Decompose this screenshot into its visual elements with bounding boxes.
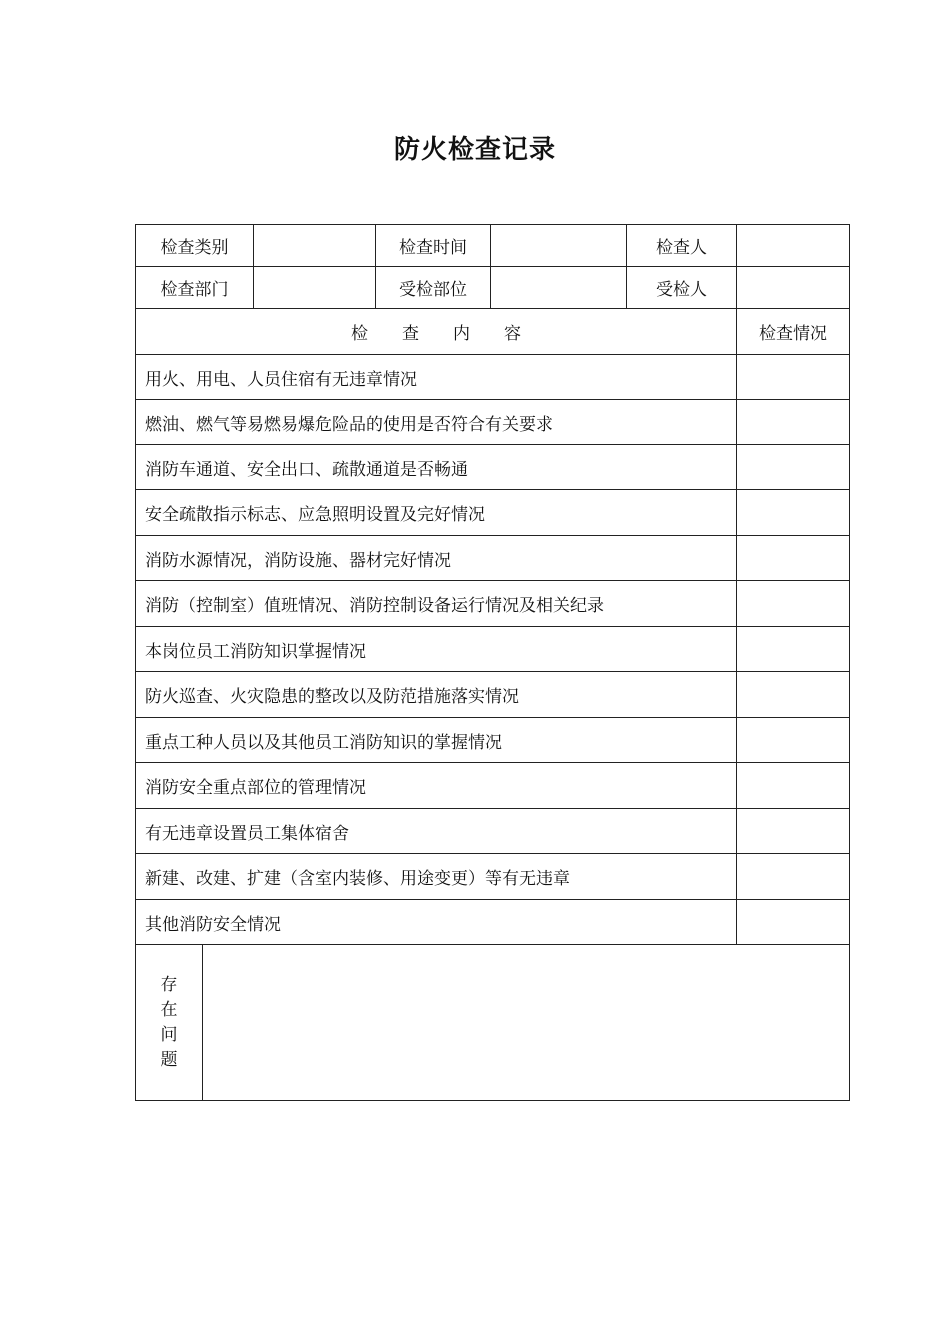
header-row-1 xyxy=(136,225,850,267)
content-column-header: 检 查 内 容 xyxy=(136,309,737,355)
check-item-status-field[interactable] xyxy=(737,854,850,900)
check-item-text: 防火巡查、火灾隐患的整改以及防范措施落实情况 xyxy=(136,672,737,718)
issues-label-char: 存 xyxy=(160,974,178,995)
table-row xyxy=(136,490,850,536)
table-row xyxy=(136,355,850,400)
table-row xyxy=(136,581,850,627)
check-item-status-field[interactable] xyxy=(737,718,850,763)
check-item-text: 其他消防安全情况 xyxy=(136,900,737,945)
inspection-department-label: 检查部门 xyxy=(136,267,254,309)
table-row xyxy=(136,400,850,445)
table-row xyxy=(136,763,850,809)
table-row xyxy=(136,445,850,490)
check-item-text: 消防车通道、安全出口、疏散通道是否畅通 xyxy=(136,445,737,490)
table-row xyxy=(136,672,850,718)
table-row xyxy=(136,854,850,900)
inspection-time-field[interactable] xyxy=(491,225,627,267)
table-row xyxy=(136,718,850,763)
check-item-text: 用火、用电、人员住宿有无违章情况 xyxy=(136,355,737,400)
check-item-text: 消防水源情况，消防设施、器材完好情况 xyxy=(136,536,737,581)
issues-row xyxy=(136,945,850,1101)
check-item-text: 消防（控制室）值班情况、消防控制设备运行情况及相关纪录 xyxy=(136,581,737,627)
check-item-text: 重点工种人员以及其他员工消防知识的掌握情况 xyxy=(136,718,737,763)
check-item-text: 燃油、燃气等易燃易爆危险品的使用是否符合有关要求 xyxy=(136,400,737,445)
check-item-text: 消防安全重点部位的管理情况 xyxy=(136,763,737,809)
check-item-status-field[interactable] xyxy=(737,672,850,718)
header-row-2 xyxy=(136,267,850,309)
check-item-text: 新建、改建、扩建（含室内装修、用途变更）等有无违章 xyxy=(136,854,737,900)
check-item-status-field[interactable] xyxy=(737,490,850,536)
inspected-area-label: 受检部位 xyxy=(376,267,491,309)
table-row xyxy=(136,627,850,672)
check-item-text: 安全疏散指示标志、应急照明设置及完好情况 xyxy=(136,490,737,536)
check-item-status-field[interactable] xyxy=(737,536,850,581)
inspection-form-table xyxy=(135,224,850,1101)
issues-field[interactable] xyxy=(203,945,850,1101)
issues-label-char: 题 xyxy=(160,1049,178,1070)
check-item-status-field[interactable] xyxy=(737,445,850,490)
content-header-row xyxy=(136,309,850,355)
check-item-status-field[interactable] xyxy=(737,581,850,627)
check-item-status-field[interactable] xyxy=(737,900,850,945)
inspection-time-label: 检查时间 xyxy=(376,225,491,267)
inspector-field[interactable] xyxy=(737,225,850,267)
inspection-department-field[interactable] xyxy=(254,267,376,309)
issues-label xyxy=(136,945,203,1101)
status-column-header: 检查情况 xyxy=(737,309,850,355)
issues-label-char: 问 xyxy=(160,1024,178,1045)
check-item-status-field[interactable] xyxy=(737,400,850,445)
inspected-area-field[interactable] xyxy=(491,267,627,309)
check-item-text: 本岗位员工消防知识掌握情况 xyxy=(136,627,737,672)
check-item-status-field[interactable] xyxy=(737,809,850,854)
table-row xyxy=(136,809,850,854)
inspector-label: 检查人 xyxy=(627,225,737,267)
inspection-category-label: 检查类别 xyxy=(136,225,254,267)
check-item-text: 有无违章设置员工集体宿舍 xyxy=(136,809,737,854)
table-row xyxy=(136,536,850,581)
issues-label-char: 在 xyxy=(160,999,178,1020)
inspectee-label: 受检人 xyxy=(627,267,737,309)
inspectee-field[interactable] xyxy=(737,267,850,309)
table-row xyxy=(136,900,850,945)
check-item-status-field[interactable] xyxy=(737,763,850,809)
page-title: 防火检查记录 xyxy=(393,135,556,165)
inspection-category-field[interactable] xyxy=(254,225,376,267)
check-item-status-field[interactable] xyxy=(737,355,850,400)
check-item-status-field[interactable] xyxy=(737,627,850,672)
